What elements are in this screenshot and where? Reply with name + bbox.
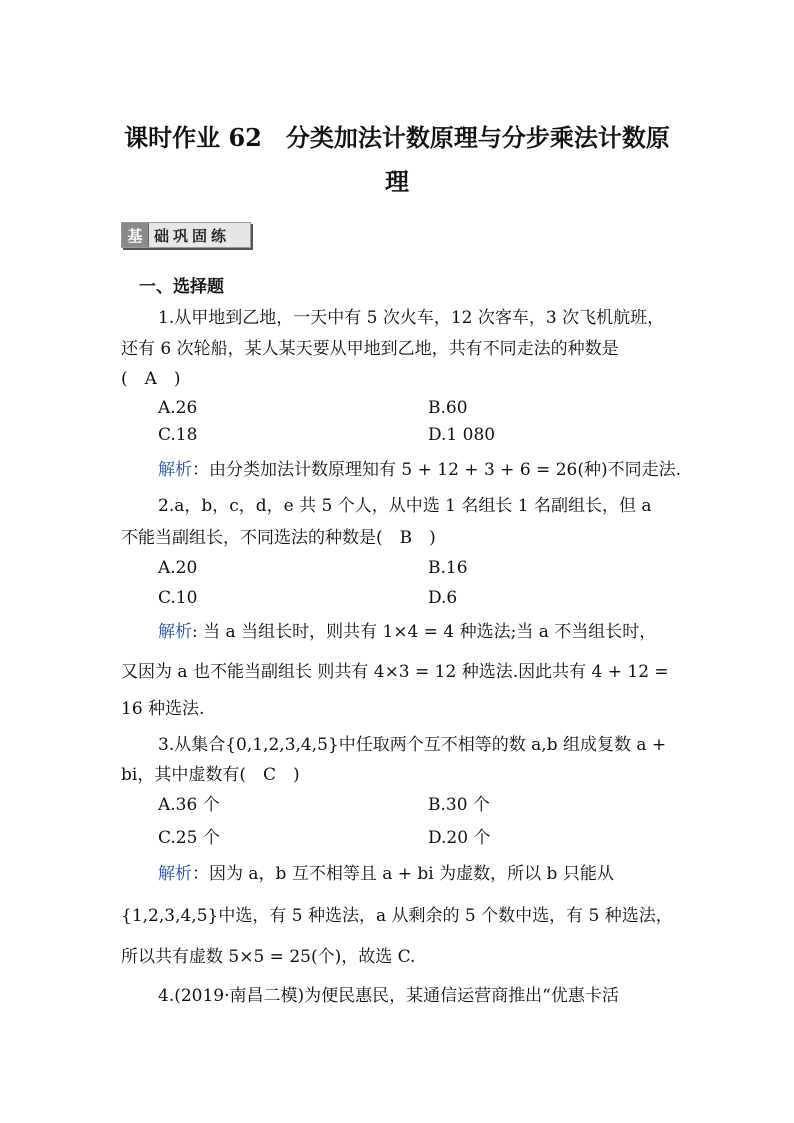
question-3-option-b: B.30 个: [428, 795, 490, 815]
question-1-option-d: D.1 080: [428, 425, 496, 445]
question-4-line-1: 4.(2019·南昌二模)为便民惠民，某通信运营商推出“优惠卡活: [158, 986, 619, 1006]
question-2-option-b: B.16: [428, 558, 468, 578]
analysis-label: 解析: [158, 622, 192, 642]
question-3-line-1: 3.从集合{0,1,2,3,4,5}中任取两个互不相等的数 a,b 组成复数 a +: [158, 735, 667, 755]
question-3-analysis-1: [158, 862, 614, 886]
analysis-text: ：因为 a，b 互不相等且 a + bi 为虚数，所以 b 只能从: [192, 864, 614, 884]
question-2-line-1: 2.a，b，c，d，e 共 5 个人，从中选 1 名组长 1 名副组长，但 a: [158, 496, 652, 516]
badge-text: 础巩固练: [154, 226, 231, 245]
analysis-text: : 当 a 当组长时，则共有 1×4 = 4 种选法;当 a 不当组长时，: [192, 622, 657, 642]
title-line-2: 理: [385, 167, 409, 196]
question-1-analysis: [158, 458, 681, 482]
analysis-label: 解析: [158, 864, 192, 884]
question-2-option-d: D.6: [428, 588, 458, 608]
question-2-option-c: C.10: [158, 588, 198, 608]
question-3-line-2: bi，其中虚数有( C ): [121, 765, 300, 785]
question-2-line-2: 不能当副组长，不同选法的种数是( B ): [121, 528, 436, 548]
page-title: [0, 116, 794, 204]
badge-first-char: 基: [122, 223, 149, 247]
question-3-option-c: C.25 个: [158, 828, 220, 848]
question-1-option-a: A.26: [158, 398, 198, 418]
question-3-analysis-2: {1,2,3,4,5}中选，有 5 种选法，a 从剩余的 5 个数中选，有 5 种选法，: [121, 906, 673, 926]
question-3-option-d: D.20 个: [428, 828, 491, 848]
analysis-text: ：由分类加法计数原理知有 5 + 12 + 3 + 6 = 26(种)不同走法.: [192, 460, 681, 480]
question-1-option-b: B.60: [428, 398, 468, 418]
question-3-option-a: A.36 个: [158, 795, 220, 815]
question-1-option-c: C.18: [158, 425, 198, 445]
title-line-1: 课时作业 62 分类加法计数原理与分步乘法计数原: [124, 123, 670, 152]
section-heading: 一、选择题: [139, 277, 224, 297]
question-2-analysis-3: 16 种选法.: [121, 699, 205, 719]
question-1-answer: ( A ): [121, 369, 181, 389]
analysis-label: 解析: [158, 460, 192, 480]
question-2-option-a: A.20: [158, 558, 198, 578]
question-2-analysis-1: [158, 620, 656, 644]
question-1-line-1: 1.从甲地到乙地，一天中有 5 次火车，12 次客车，3 次飞机航班，: [158, 308, 665, 328]
section-badge: [121, 222, 251, 248]
question-2-analysis-2: 又因为 a 也不能当副组长 则共有 4×3 = 12 种选法.因此共有 4 + 12 =: [121, 662, 669, 682]
question-1-line-2: 还有 6 次轮船，某人某天要从甲地到乙地，共有不同走法的种数是: [121, 339, 619, 359]
question-3-analysis-3: 所以共有虚数 5×5 = 25(个)，故选 C.: [121, 947, 416, 967]
